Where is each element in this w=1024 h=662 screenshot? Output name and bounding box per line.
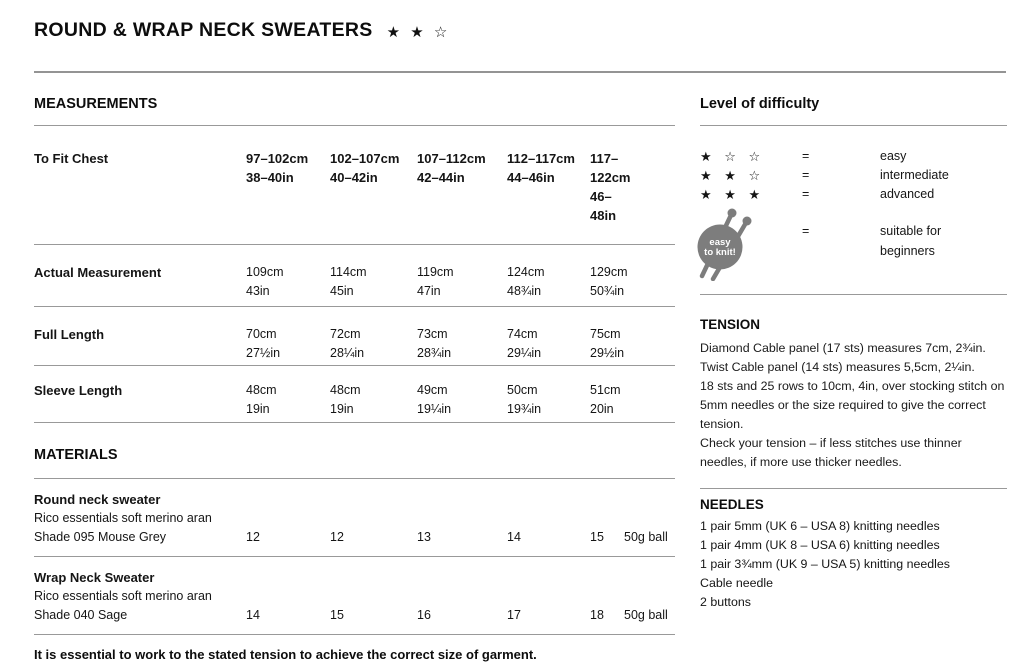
value-in: 27½in (246, 346, 281, 360)
quantity-cell: 16 (417, 608, 431, 622)
unit-cell (624, 325, 675, 363)
level-label: suitable for beginners (880, 224, 942, 258)
size-cell (507, 325, 590, 363)
difficulty-level-advanced (700, 185, 1007, 204)
size-cell (590, 325, 624, 363)
unit-cell (624, 263, 675, 301)
value-cm: 50cm (507, 383, 538, 397)
size-cell (417, 325, 507, 363)
shade-name: Shade 095 Mouse Grey (34, 530, 167, 544)
value-cm: 72cm (330, 327, 361, 341)
shade-name: Shade 040 Sage (34, 608, 128, 622)
list-item: 1 pair 4mm (UK 8 – USA 6) knitting needles (700, 538, 940, 552)
value-in: 28¾in (417, 346, 452, 360)
quantity-cell: 14 (246, 608, 260, 622)
value-cm: 48cm (246, 383, 277, 397)
quantity-cell: 15 (590, 530, 604, 544)
divider (700, 294, 1007, 295)
garment-name: Wrap Neck Sweater (34, 570, 155, 585)
unit-cell (624, 381, 675, 419)
yarn-name: Rico essentials soft merino aran (34, 589, 212, 603)
tension-line: Diamond Cable panel (17 sts) measures 7cm, 2¾in. (700, 341, 986, 355)
value-cm: 75cm (590, 327, 621, 341)
materials-group-round-neck (34, 479, 675, 556)
value-cm: 119cm (417, 265, 454, 279)
row-label: To Fit Chest (34, 151, 109, 166)
three-star-icon: ★ ★ ★ (700, 187, 765, 202)
tension-line: 18 sts and 25 rows to 10cm, 4in, over stocking stitch on 5mm needles or the size required to give the correct tension. (700, 379, 1005, 431)
difficulty-heading: Level of difficulty (700, 96, 820, 112)
quantity-cell: 12 (330, 530, 344, 544)
size-cell (246, 381, 330, 419)
value-in: 19¾in (507, 402, 542, 416)
tension-text (700, 339, 1007, 472)
value-cm: 51cm (590, 383, 621, 397)
value-in: 20in (590, 402, 614, 416)
equals-sign: = (802, 149, 810, 163)
unit-cell: 50g ball (624, 530, 668, 544)
shade-quantity-row (34, 606, 675, 625)
page-header (34, 19, 450, 42)
size-cell (590, 381, 624, 419)
badge-text-line1: easy (709, 237, 731, 248)
value-in: 19in (246, 402, 270, 416)
size-cell (330, 325, 417, 363)
value-in: 38–40in (246, 170, 294, 185)
size-cell (590, 263, 628, 301)
yarn-name: Rico essentials soft merino aran (34, 511, 212, 525)
needles-list (700, 517, 1007, 612)
equals-sign: = (802, 187, 810, 201)
size-cell (417, 263, 507, 301)
value-cm: 109cm (246, 265, 284, 279)
quantity-cell: 13 (417, 530, 431, 544)
quantity-cell: 12 (246, 530, 260, 544)
list-item: Cable needle (700, 576, 774, 590)
value-cm: 70cm (246, 327, 277, 341)
tension-line: Check your tension – if less stitches use thinner needles, if more use thicker needles. (700, 436, 962, 469)
value-cm: 107–112cm (417, 151, 486, 166)
size-cell (246, 149, 330, 225)
value-in: 42–44in (417, 170, 465, 185)
divider (34, 634, 675, 635)
size-cell (507, 381, 590, 419)
difficulty-level-intermediate (700, 166, 1007, 185)
size-cell (417, 149, 507, 225)
quantity-cell: 17 (507, 608, 521, 622)
equals-sign: = (802, 224, 810, 238)
size-cell (330, 149, 417, 225)
value-cm: 129cm (590, 265, 628, 279)
value-in: 46–48in (590, 189, 617, 223)
row-label: Sleeve Length (34, 383, 123, 398)
value-cm: 102–107cm (330, 151, 400, 166)
value-in: 29½in (590, 346, 625, 360)
quantity-cell: 18 (590, 608, 604, 622)
quantity-cell: 14 (507, 530, 521, 544)
page-title: ROUND & WRAP NECK SWEATERS (34, 19, 373, 41)
tension-heading: TENSION (700, 317, 761, 332)
unit-cell (624, 149, 675, 225)
size-cell (330, 381, 417, 419)
value-in: 29¼in (507, 346, 542, 360)
garment-name: Round neck sweater (34, 492, 161, 507)
badge-text-line2: to knit! (704, 247, 736, 258)
info-column (700, 72, 1007, 612)
difficulty-level-beginners (700, 208, 1007, 281)
value-in: 28¼in (330, 346, 365, 360)
quantity-cell: 15 (330, 608, 344, 622)
value-cm: 73cm (417, 327, 448, 341)
value-in: 44–46in (507, 170, 555, 185)
size-cell (246, 325, 330, 363)
difficulty-legend (700, 126, 1007, 204)
two-star-icon: ★ ★ ☆ (700, 168, 765, 183)
size-cell (330, 263, 417, 301)
size-cell (246, 263, 330, 301)
value-cm: 74cm (507, 327, 538, 341)
divider (700, 488, 1007, 489)
value-cm: 114cm (330, 265, 367, 279)
measurements-column (34, 72, 675, 662)
list-item: 2 buttons (700, 595, 751, 609)
one-star-icon: ★ ☆ ☆ (700, 149, 765, 164)
difficulty-level-easy (700, 147, 1007, 166)
value-cm: 117–122cm (590, 151, 631, 185)
needles-heading: NEEDLES (700, 497, 764, 512)
table-row-full-length (34, 307, 675, 365)
value-in: 45in (330, 284, 354, 298)
materials-group-wrap-neck (34, 557, 675, 634)
value-in: 40–42in (330, 170, 378, 185)
divider (34, 422, 675, 423)
unit-cell: 50g ball (624, 608, 668, 622)
row-label: Actual Measurement (34, 265, 162, 280)
level-label: easy (880, 149, 907, 163)
easy-to-knit-badge-icon (694, 207, 758, 281)
value-cm: 112–117cm (507, 151, 575, 166)
value-in: 47in (417, 284, 441, 298)
size-cell (507, 149, 590, 225)
materials-heading: MATERIALS (34, 447, 118, 463)
value-cm: 124cm (507, 265, 545, 279)
measurements-heading: MEASUREMENTS (34, 96, 158, 112)
value-in: 19¼in (417, 402, 452, 416)
value-in: 43in (246, 284, 270, 298)
value-in: 19in (330, 402, 354, 416)
value-in: 50¾in (590, 284, 625, 298)
size-cell (590, 149, 631, 225)
list-item: 1 pair 5mm (UK 6 – USA 8) knitting needles (700, 519, 940, 533)
value-cm: 48cm (330, 383, 361, 397)
level-label: intermediate (880, 168, 949, 182)
shade-quantity-row (34, 528, 675, 547)
level-label: advanced (880, 187, 935, 201)
equals-sign: = (802, 168, 810, 182)
title-difficulty-stars-icon: ★ ★ ☆ (386, 23, 451, 41)
tension-line: Twist Cable panel (14 sts) measures 5,5cm, 2¼in. (700, 360, 975, 374)
table-row-actual-measurement (34, 245, 675, 306)
list-item: 1 pair 3¾mm (UK 9 – USA 5) knitting needles (700, 557, 950, 571)
value-cm: 49cm (417, 383, 448, 397)
row-label: Full Length (34, 327, 105, 342)
value-in: 48¾in (507, 284, 542, 298)
tension-note: It is essential to work to the stated tension to achieve the correct size of garment. (34, 647, 537, 662)
table-row-to-fit-chest (34, 126, 675, 244)
table-row-sleeve-length (34, 366, 675, 422)
value-cm: 97–102cm (246, 151, 309, 166)
size-cell (507, 263, 590, 301)
size-cell (417, 381, 507, 419)
